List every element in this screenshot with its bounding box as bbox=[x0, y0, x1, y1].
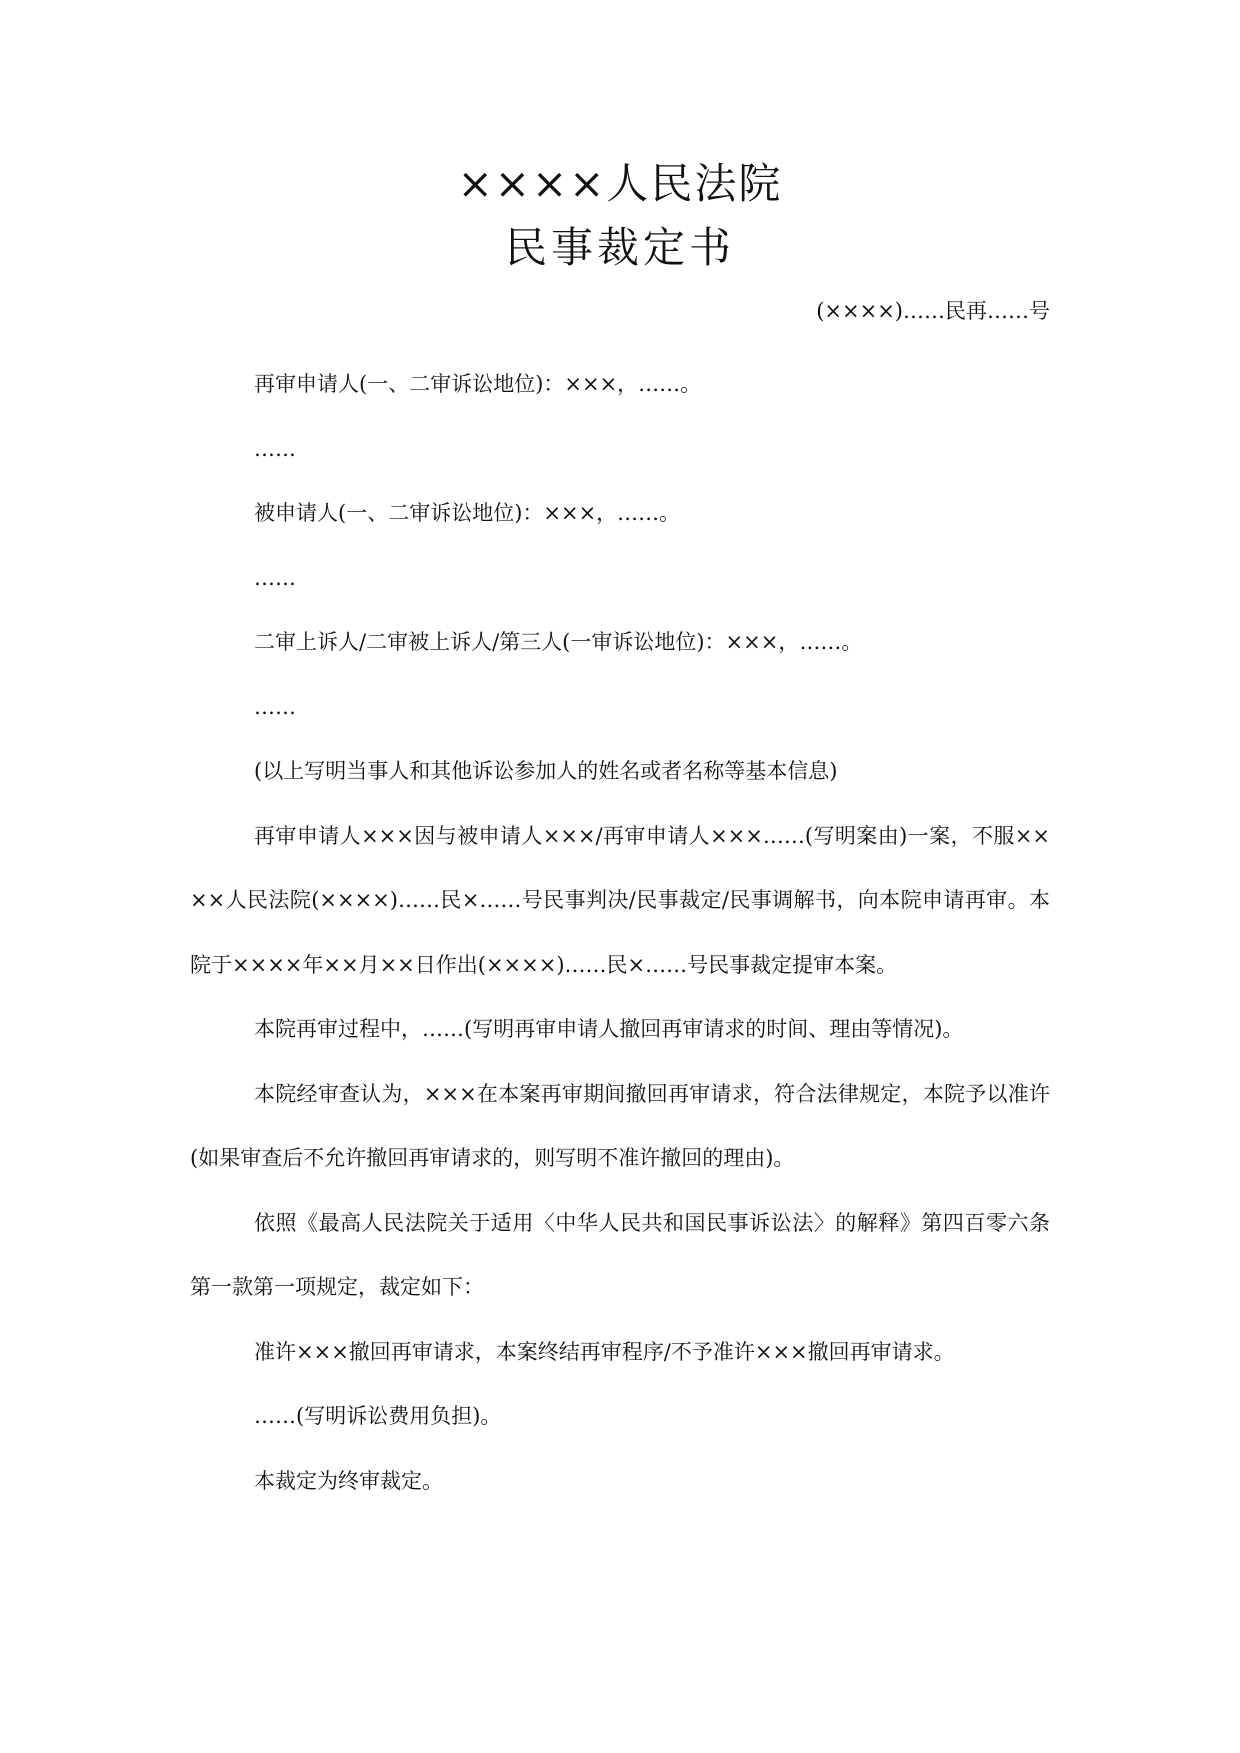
litigation-costs-paragraph: ……(写明诉讼费用负担)。 bbox=[254, 1404, 502, 1428]
respondent-line: 被申请人(一、二审诉讼地位)：×××，……。 bbox=[254, 501, 681, 525]
other-party-ellipsis: …… bbox=[254, 694, 296, 719]
other-party-line: 二审上诉人/二审被上诉人/第三人(一审诉讼地位)：×××，……。 bbox=[254, 630, 863, 654]
finality-paragraph: 本裁定为终审裁定。 bbox=[254, 1468, 443, 1493]
applicant-ellipsis: …… bbox=[254, 436, 296, 461]
applicant-line: 再审申请人(一、二审诉讼地位)：×××，……。 bbox=[254, 372, 702, 396]
retrial-process-paragraph: 本院再审过程中，……(写明再审申请人撤回再审请求的时间、理由等情况)。 bbox=[254, 1017, 964, 1041]
respondent-ellipsis: …… bbox=[254, 565, 296, 590]
ruling-paragraph: 准许×××撤回再审请求，本案终结再审程序/不予准许×××撤回再审请求。 bbox=[254, 1339, 955, 1364]
parties-note: (以上写明当事人和其他诉讼参加人的姓名或者名称等基本信息) bbox=[254, 759, 838, 783]
case-background-paragraph: 再审申请人×××因与被申请人×××/再审申请人×××……(写明案由)一案，不服××××人民法院(××××)……民×……号民事判决/民事裁定/民事调解书，向本院申请再审。本院于××××年××月××日作出(××××)……民×……号民事裁定提审本案。 bbox=[190, 823, 1050, 977]
court-opinion-paragraph: 本院经审查认为，×××在本案再审期间撤回再审请求，符合法律规定，本院予以准许(如果审查后不允许撤回再审请求的，则写明不准许撤回的理由)。 bbox=[190, 1081, 1050, 1170]
document-body bbox=[190, 352, 1050, 1513]
legal-basis-paragraph: 依照《最高人民法院关于适用〈中华人民共和国民事诉讼法〉的解释》第四百零六条第一款第一项规定，裁定如下： bbox=[190, 1210, 1050, 1299]
document-type-title: 民事裁定书 bbox=[504, 223, 735, 272]
case-number: (××××)……民再……号 bbox=[816, 299, 1050, 323]
court-name-title: ××××人民法院 bbox=[457, 159, 783, 208]
